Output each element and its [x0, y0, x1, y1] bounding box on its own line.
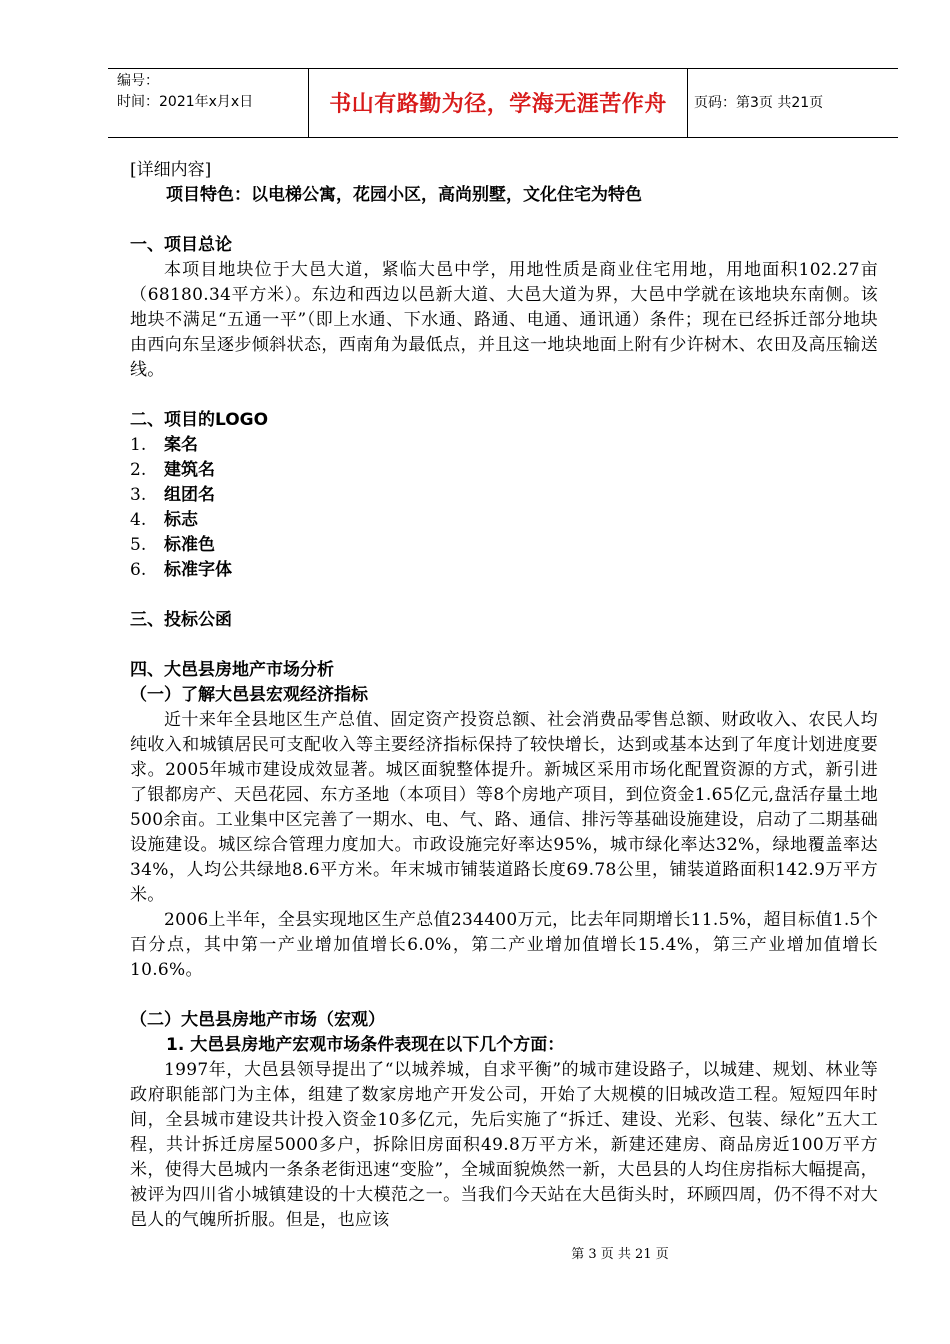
detail-heading: [详细内容]: [130, 160, 212, 180]
subsection-1-para-2: 2006上半年，全县实现地区生产总值234400万元，比去年同期增长11.5%，超目标值1.5个百分点，其中第一产业增加值增长6.0%，第二产业增加值增长15.4%，第三产业增加值增长10.6%。: [130, 910, 878, 980]
section-4-title: 四、大邑县房地产市场分析: [130, 660, 334, 680]
doc-time-label: 时间：2021年x月x日: [117, 94, 254, 110]
page-header: [108, 68, 898, 138]
list-item: 4. 标志: [130, 510, 198, 530]
document-body: [130, 158, 878, 1233]
section-3-title: 三、投标公函: [130, 610, 232, 630]
section-1-title: 一、项目总论: [130, 235, 232, 255]
header-motto-cell: [309, 69, 688, 137]
header-page-info: 页码：第3页 共21页: [694, 95, 824, 111]
subsection-2-title: （二）大邑县房地产市场（宏观）: [130, 1010, 385, 1030]
project-feature: 项目特色：以电梯公寓，花园小区，高尚别墅，文化住宅为特色: [166, 185, 642, 205]
list-item: 1. 案名: [130, 435, 198, 455]
list-item: 3. 组团名: [130, 485, 215, 505]
header-meta-cell: [108, 69, 309, 137]
section-2-title: 二、项目的LOGO: [130, 410, 269, 430]
subsection-1-title: （一）了解大邑县宏观经济指标: [130, 685, 368, 705]
header-motto: 书山有路勤为径，学海无涯苦作舟: [329, 91, 667, 117]
section-1-text: 本项目地块位于大邑大道，紧临大邑中学，用地性质是商业住宅用地，用地面积102.27亩（68180.34平方米）。东边和西边以邑新大道、大邑大道为界，大邑中学就在该地块东南侧。该地块不满足“五通一平”（即上水通、下水通、路通、电通、通讯通）条件；现在已经拆迁部分地块由西向东呈逐步倾斜状态，西南角为最低点，并且这一地块地面上附有少许树木、农田及高压输送线。: [130, 260, 878, 380]
subsection-2-point-1: 1. 大邑县房地产宏观市场条件表现在以下几个方面：: [166, 1035, 565, 1055]
subsection-2-para-1: 1997年，大邑县领导提出了“以城养城，自求平衡”的城市建设路子，以城建、规划、林业等政府职能部门为主体，组建了数家房地产开发公司，开始了大规模的旧城改造工程。短短四年时间，全县城市建设共计投入资金10多亿元，先后实施了“拆迁、建设、光彩、包装、绿化”五大工程，共计拆迁房屋5000多户，拆除旧房面积49.8万平方米，新建还建房、商品房近100万平方米，使得大邑城内一条条老街迅速“变脸”，全城面貌焕然一新，大邑县的人均住房指标大幅提高，被评为四川省小城镇建设的十大模范之一。当我们今天站在大邑街头时，环顾四周，仍不得不对大邑人的气魄所折服。但是，也应该: [130, 1060, 878, 1230]
list-item: 2. 建筑名: [130, 460, 215, 480]
subsection-1-para-1: 近十来年全县地区生产总值、固定资产投资总额、社会消费品零售总额、财政收入、农民人均纯收入和城镇居民可支配收入等主要经济指标保持了较快增长，达到或基本达到了年度计划进度要求。2005年城市建设成效显著。城区面貌整体提升。新城区采用市场化配置资源的方式，新引进了银都房产、天邑花园、东方圣地（本项目）等8个房地产项目，到位资金1.65亿元,盘活存量土地500余亩。工业集中区完善了一期水、电、气、路、通信、排污等基础设施建设，启动了二期基础设施建设。城区综合管理力度加大。市政设施完好率达95%，城市绿化率达32%，绿地覆盖率达34%，人均公共绿地8.6平方米。年末城市铺装道路长度69.78公里，铺装道路面积142.9万平方米。: [130, 710, 878, 905]
list-item: 5. 标准色: [130, 535, 215, 555]
list-item: 6. 标准字体: [130, 560, 232, 580]
header-page-cell: [688, 69, 898, 137]
doc-number-label: 编号：: [117, 73, 159, 89]
page-footer: 第 3 页 共 21 页: [571, 1247, 669, 1262]
